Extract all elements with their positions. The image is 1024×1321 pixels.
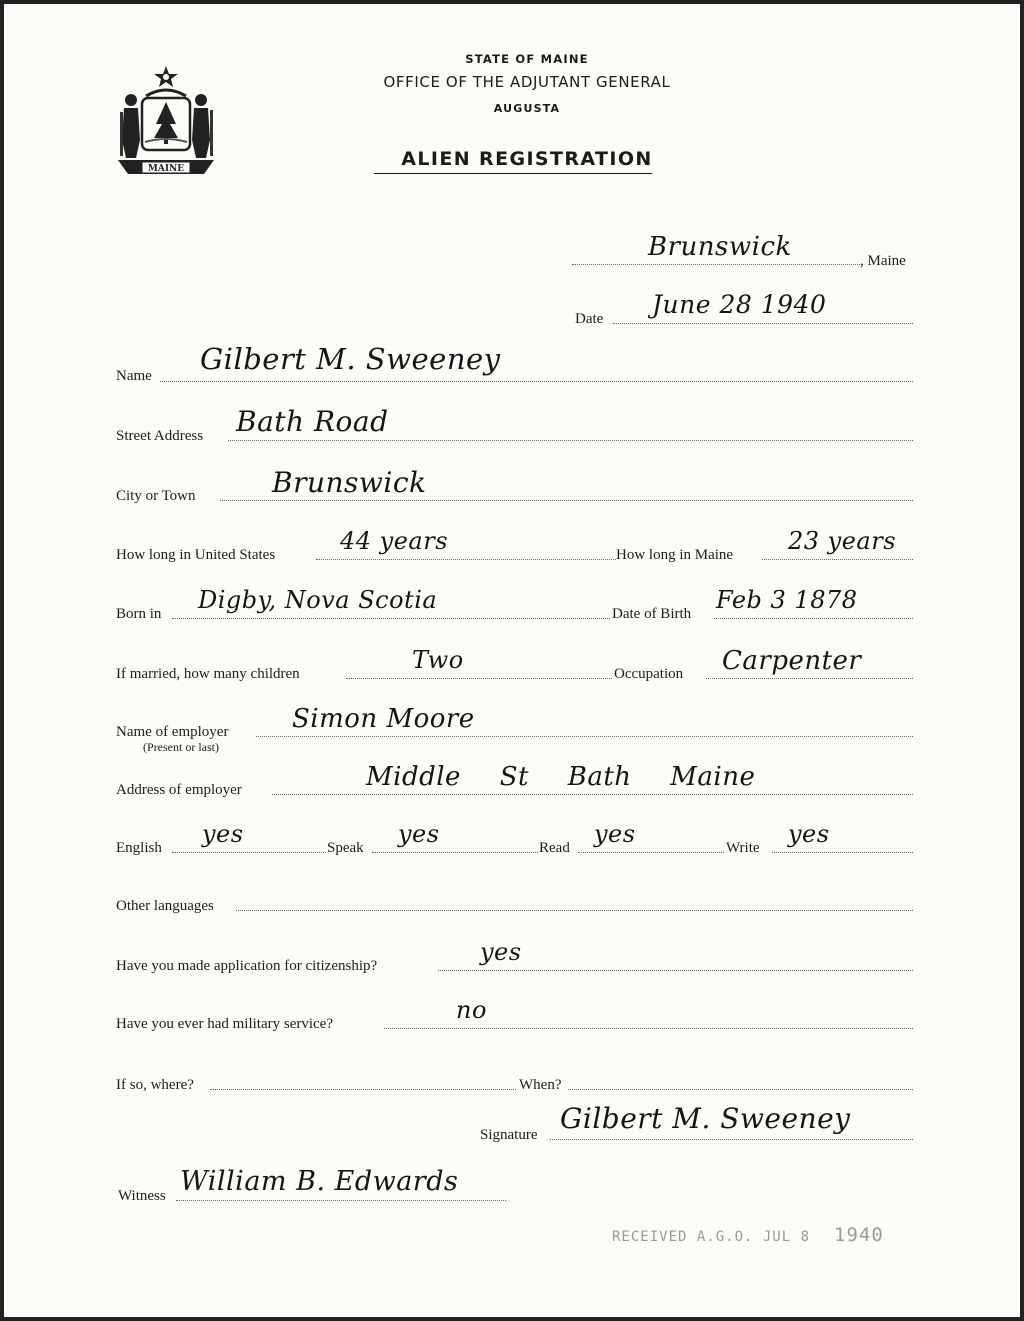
- employer-sublabel: (Present or last): [143, 740, 219, 754]
- name-label: Name: [116, 368, 152, 384]
- occupation-label: Occupation: [614, 666, 684, 682]
- write-label: Write: [726, 840, 760, 856]
- city-value[interactable]: Brunswick: [272, 466, 427, 499]
- speak-line: [372, 852, 538, 853]
- title-underline: [374, 173, 652, 174]
- dob-label: Date of Birth: [612, 606, 692, 622]
- date-line: [613, 323, 913, 324]
- employer-value[interactable]: Simon Moore: [292, 704, 475, 734]
- city-line: [220, 500, 913, 501]
- maine-duration-label: How long in Maine: [616, 547, 734, 563]
- children-line: [346, 678, 612, 679]
- date-label: Date: [575, 311, 604, 327]
- us-duration-line: [316, 559, 616, 560]
- born-value[interactable]: Digby, Nova Scotia: [198, 586, 438, 614]
- when-label: When?: [519, 1077, 562, 1093]
- speak-label: Speak: [327, 840, 364, 856]
- military-line: [384, 1028, 913, 1029]
- signature-value[interactable]: Gilbert M. Sweeney: [560, 1102, 851, 1135]
- witness-line: [176, 1200, 506, 1201]
- header-office: OFFICE OF THE ADJUTANT GENERAL: [383, 73, 671, 91]
- born-line: [172, 618, 610, 619]
- dob-line: [714, 618, 913, 619]
- employer-address-label: Address of employer: [116, 782, 242, 798]
- children-value[interactable]: Two: [412, 646, 464, 674]
- street-value[interactable]: Bath Road: [236, 405, 389, 438]
- header-state: STATE OF MAINE: [465, 52, 589, 66]
- military-value[interactable]: no: [456, 996, 487, 1024]
- employer-label: Name of employer: [116, 724, 229, 740]
- witness-label: Witness: [118, 1188, 166, 1204]
- english-value[interactable]: yes: [202, 820, 244, 848]
- other-languages-label: Other languages: [116, 898, 214, 914]
- place-line: [572, 264, 862, 265]
- form-title: ALIEN REGISTRATION: [401, 148, 653, 170]
- write-value[interactable]: yes: [788, 820, 830, 848]
- english-line: [172, 852, 326, 853]
- street-label: Street Address: [116, 428, 204, 444]
- street-line: [228, 440, 913, 441]
- place-value[interactable]: Brunswick: [648, 232, 792, 262]
- citizenship-value[interactable]: yes: [480, 938, 522, 966]
- maine-duration-value[interactable]: 23 years: [788, 527, 897, 555]
- employer-address-value[interactable]: Middle St Bath Maine: [366, 762, 756, 792]
- signature-line: [550, 1139, 913, 1140]
- occupation-line: [706, 678, 913, 679]
- dob-value[interactable]: Feb 3 1878: [716, 586, 858, 614]
- city-label: City or Town: [116, 488, 196, 504]
- military-label: Have you ever had military service?: [116, 1016, 333, 1032]
- read-value[interactable]: yes: [594, 820, 636, 848]
- received-stamp-text: RECEIVED A.G.O. JUL 8: [612, 1229, 811, 1245]
- name-value[interactable]: Gilbert M. Sweeney: [200, 342, 501, 376]
- read-line: [578, 852, 724, 853]
- other-languages-line[interactable]: [236, 910, 913, 911]
- received-stamp-year: 1940: [834, 1224, 884, 1246]
- seal-lettering: MAINE: [147, 164, 185, 174]
- where-label: If so, where?: [116, 1077, 194, 1093]
- maine-duration-line: [762, 559, 913, 560]
- date-value[interactable]: June 28 1940: [652, 290, 827, 319]
- header-city: AUGUSTA: [493, 102, 561, 115]
- when-line[interactable]: [568, 1089, 913, 1090]
- citizenship-line: [438, 970, 913, 971]
- name-line: [160, 381, 913, 382]
- signature-label: Signature: [480, 1127, 538, 1143]
- write-line: [772, 852, 913, 853]
- children-label: If married, how many children: [116, 666, 300, 682]
- speak-value[interactable]: yes: [398, 820, 440, 848]
- english-label: English: [116, 840, 162, 856]
- employer-address-line: [272, 794, 913, 795]
- us-duration-value[interactable]: 44 years: [340, 527, 449, 555]
- born-label: Born in: [116, 606, 162, 622]
- read-label: Read: [539, 840, 570, 856]
- employer-line: [256, 736, 913, 737]
- place-suffix: , Maine: [860, 253, 906, 269]
- citizenship-label: Have you made application for citizenship?: [116, 958, 378, 974]
- occupation-value[interactable]: Carpenter: [722, 646, 862, 676]
- witness-value[interactable]: William B. Edwards: [180, 1166, 459, 1197]
- where-line[interactable]: [210, 1089, 516, 1090]
- us-duration-label: How long in United States: [116, 547, 276, 563]
- received-stamp: [612, 1224, 884, 1246]
